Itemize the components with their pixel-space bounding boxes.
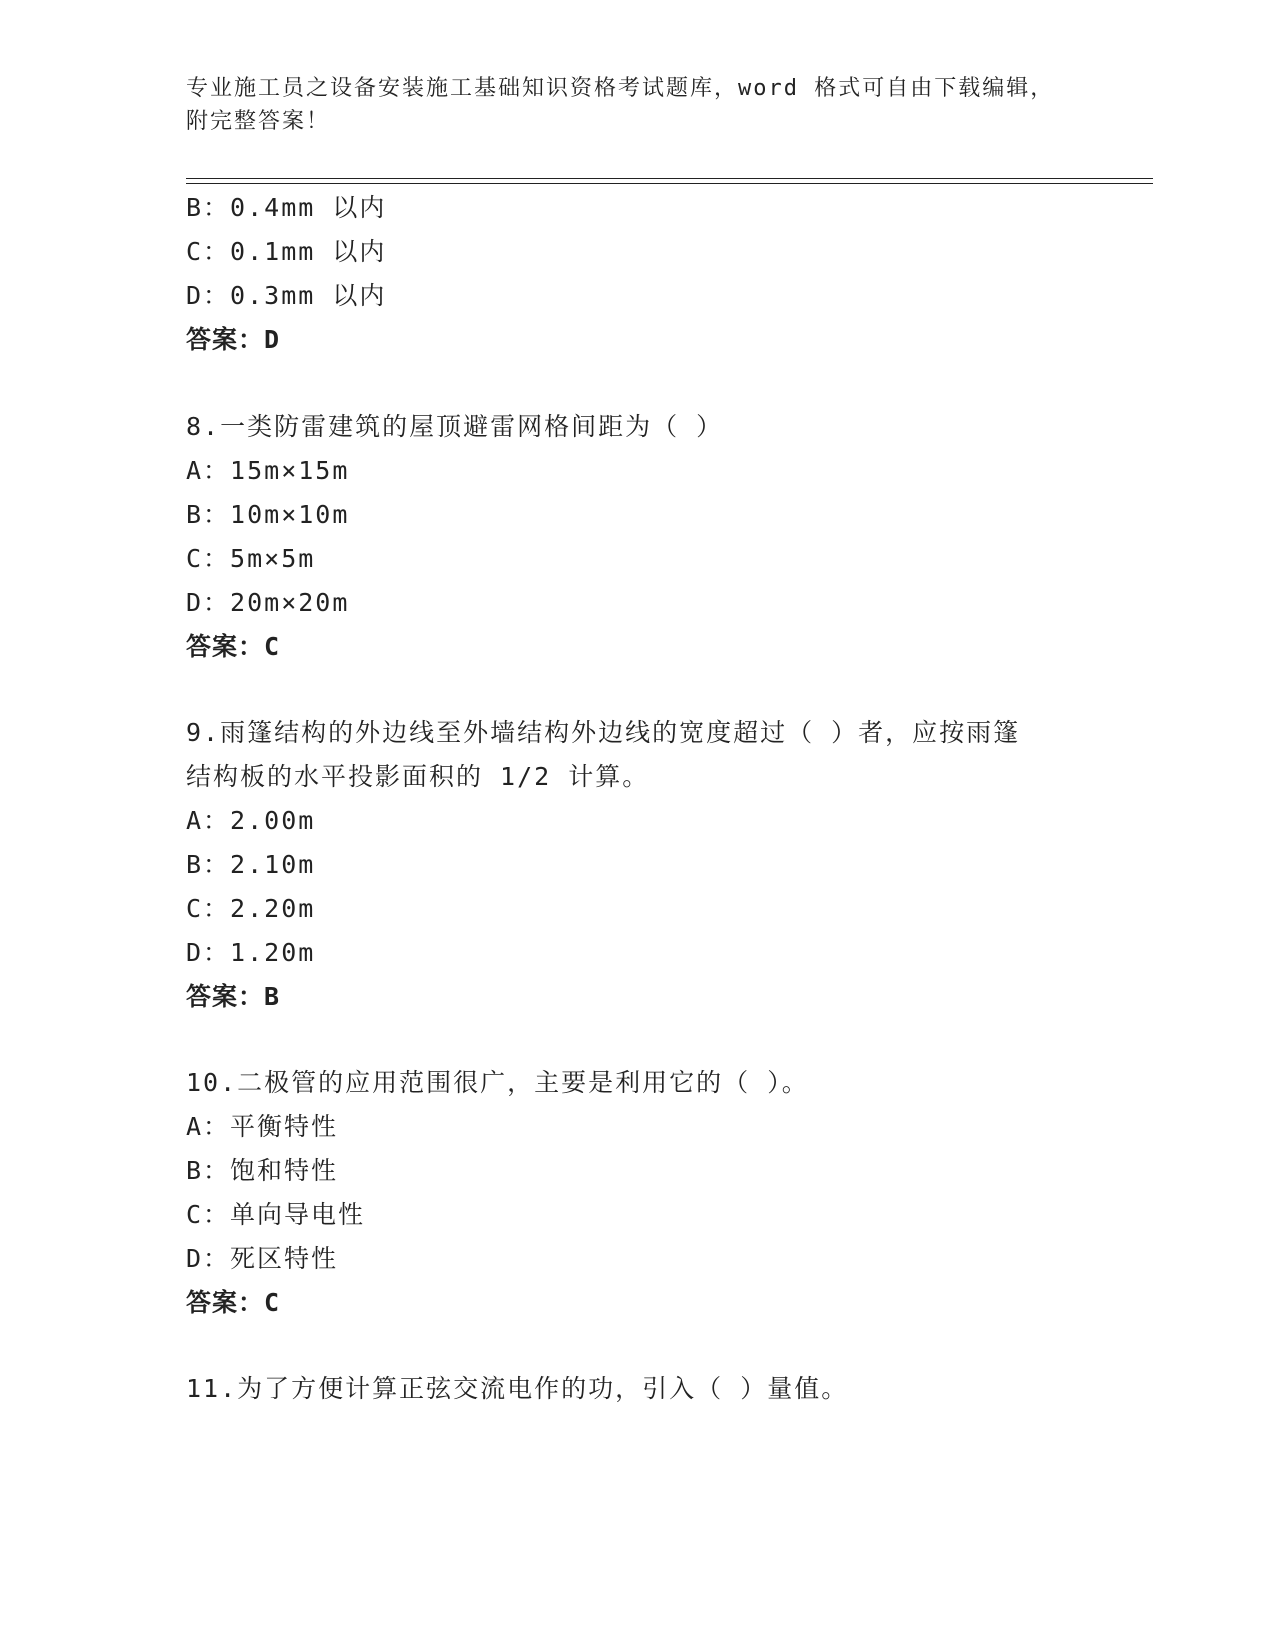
q9-option-d: D：1.20m (186, 938, 316, 967)
q7-answer: 答案：D (186, 325, 281, 354)
header-divider-bottom (186, 183, 1153, 184)
q9-option-c: C：2.20m (186, 894, 316, 923)
q7-option-c: C：0.1mm 以内 (186, 237, 387, 266)
q8-answer: 答案：C (186, 632, 281, 661)
q10-question: 10.二极管的应用范围很广，主要是利用它的（ ）。 (186, 1068, 809, 1097)
q10-option-c: C：单向导电性 (186, 1200, 366, 1229)
q9-option-a: A：2.00m (186, 806, 316, 835)
q8-option-d: D：20m×20m (186, 588, 350, 617)
q9-question-line-2: 结构板的水平投影面积的 1/2 计算。 (186, 762, 650, 791)
q9-option-b: B：2.10m (186, 850, 316, 879)
q8-option-a: A：15m×15m (186, 456, 350, 485)
q7-option-d: D：0.3mm 以内 (186, 281, 387, 310)
document-header (186, 72, 1086, 138)
header-title-line-2: 附完整答案！ (186, 109, 331, 134)
q8-option-b: B：10m×10m (186, 500, 350, 529)
q7-option-b: B：0.4mm 以内 (186, 193, 387, 222)
q10-answer: 答案：C (186, 1288, 281, 1317)
q9-answer: 答案：B (186, 982, 281, 1011)
q10-option-a: A：平衡特性 (186, 1112, 339, 1141)
q8-question: 8.一类防雷建筑的屋顶避雷网格间距为（ ） (186, 412, 724, 441)
q11-question: 11.为了方便计算正弦交流电作的功，引入（ ）量值。 (186, 1374, 849, 1403)
q10-option-d: D：死区特性 (186, 1244, 339, 1273)
q8-option-c: C：5m×5m (186, 544, 316, 573)
header-title-line-1: 专业施工员之设备安装施工基础知识资格考试题库，word 格式可自由下载编辑， (186, 76, 1055, 101)
q10-option-b: B：饱和特性 (186, 1156, 339, 1185)
q9-question-line-1: 9.雨篷结构的外边线至外墙结构外边线的宽度超过（ ）者，应按雨篷 (186, 718, 1021, 747)
header-divider-top (186, 178, 1153, 179)
